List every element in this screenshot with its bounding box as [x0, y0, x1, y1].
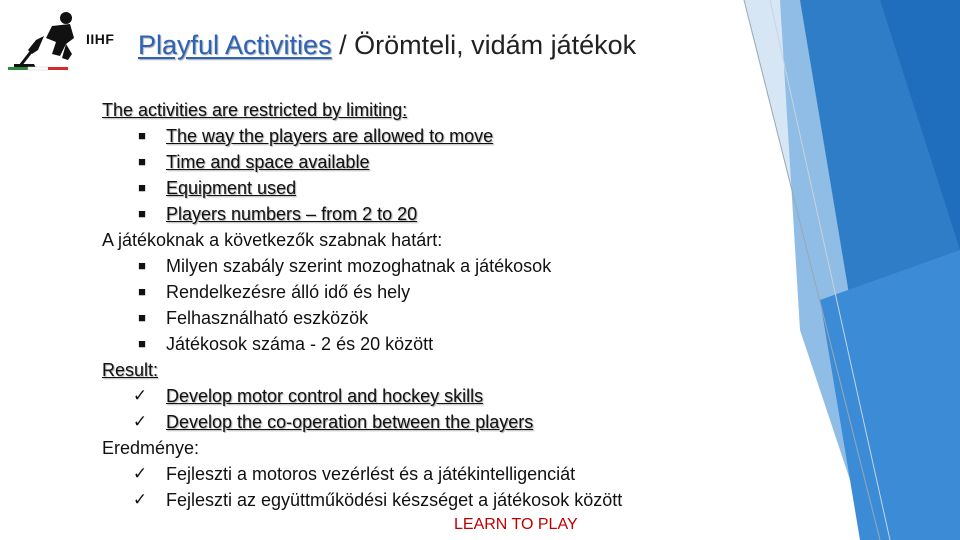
square-bullet-icon: ■	[138, 284, 146, 299]
deco-dark-panel	[800, 0, 960, 540]
list-item: ■ Felhasználható eszközök	[102, 305, 742, 331]
deco-bottom-panel	[820, 250, 960, 540]
section-heading: A játékoknak a következők szabnak határt:	[102, 230, 443, 250]
square-bullet-icon: ■	[138, 154, 146, 169]
list-item: ■ Players numbers – from 2 to 20	[102, 201, 742, 227]
deco-thin-line	[744, 0, 880, 540]
section-heading: The activities are restricted by limiting:	[102, 100, 408, 120]
checkmark-icon: ✓	[132, 386, 148, 405]
section-heading: Eredménye:	[102, 438, 200, 458]
deco-accent-panel	[880, 0, 960, 250]
deco-mid-panel	[780, 0, 960, 540]
deco-light-panel	[744, 0, 960, 540]
title-english: Playful Activities	[138, 30, 332, 60]
square-bullet-icon: ■	[138, 128, 146, 143]
title-hungarian: Örömteli, vidám játékok	[354, 30, 637, 60]
footer-learn-to-play: LEARN TO PLAY	[454, 516, 578, 533]
checkmark-icon: ✓	[132, 464, 148, 483]
list-item: ✓ Develop the co-operation between the players	[102, 409, 742, 435]
page-title	[138, 30, 636, 61]
list-item: ✓ Fejleszti a motoros vezérlést és a játékintelligenciát	[102, 461, 742, 487]
list-item: ■ Milyen szabály szerint mozoghatnak a játékosok	[102, 253, 742, 279]
deco-thin-line	[770, 0, 890, 540]
list-item: ■ Time and space available	[102, 149, 742, 175]
square-bullet-icon: ■	[138, 180, 146, 195]
title-separator: /	[331, 30, 355, 60]
logo-text: IIHF	[86, 31, 115, 47]
list-item: ■ Játékosok száma - 2 és 20 között	[102, 331, 742, 357]
list-item: ■ The way the players are allowed to move	[102, 123, 742, 149]
square-bullet-icon: ■	[138, 310, 146, 325]
square-bullet-icon: ■	[138, 258, 146, 273]
checkmark-icon: ✓	[132, 412, 148, 431]
slide-content	[102, 97, 742, 513]
list-item: ■ Rendelkezésre álló idő és hely	[102, 279, 742, 305]
square-bullet-icon: ■	[138, 206, 146, 221]
section-heading: Result:	[102, 360, 159, 380]
square-bullet-icon: ■	[138, 336, 146, 351]
list-item: ✓ Fejleszti az együttműködési készséget a játékosok között	[102, 487, 742, 513]
list-item: ■ Equipment used	[102, 175, 742, 201]
checkmark-icon: ✓	[132, 490, 148, 509]
list-item: ✓ Develop motor control and hockey skills	[102, 383, 742, 409]
